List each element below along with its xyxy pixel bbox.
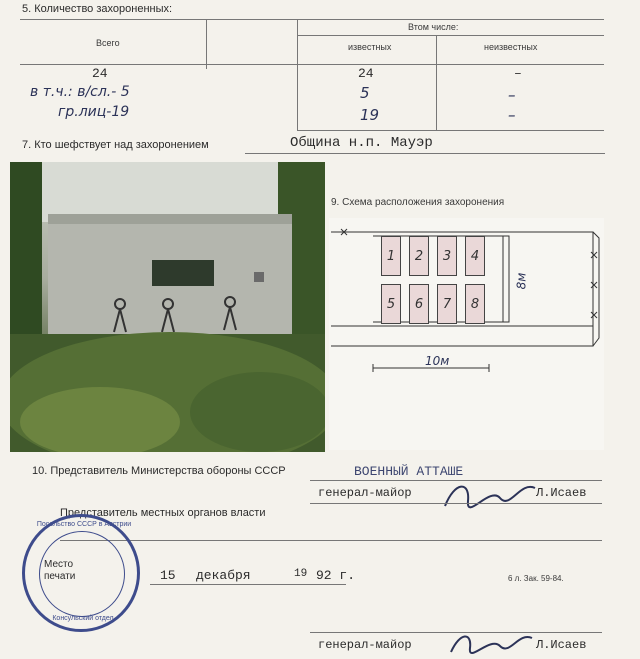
local-line bbox=[60, 540, 602, 541]
seal-label: печати bbox=[44, 571, 76, 582]
signature-line bbox=[310, 503, 602, 504]
attache-stamp: ВОЕННЫЙ АТТАШЕ bbox=[354, 464, 464, 479]
date-year: 92 г. bbox=[316, 568, 356, 583]
grave-2: 2 bbox=[409, 236, 429, 276]
grave-5: 5 bbox=[381, 284, 401, 324]
hand-known-civilians: 19 bbox=[360, 106, 380, 124]
officer-name-bottom: Л.Исаев bbox=[536, 638, 587, 652]
table-subheader-line bbox=[297, 35, 604, 36]
section5-title: 5. Количество захороненных: bbox=[22, 3, 173, 15]
ref-number: 6 л. Зак. 59-84. bbox=[508, 574, 564, 583]
grave-7: 7 bbox=[437, 284, 457, 324]
section7-underline bbox=[245, 153, 605, 154]
burial-scheme bbox=[329, 218, 604, 450]
hand-note-military: в т.ч.: в/сл.- 5 bbox=[30, 84, 130, 100]
date-underline bbox=[150, 584, 346, 585]
table-divider bbox=[206, 19, 207, 69]
place-label: Место bbox=[44, 559, 74, 570]
grave-6: 6 bbox=[409, 284, 429, 324]
hand-dash-2: – bbox=[508, 106, 516, 124]
rank: генерал-майор bbox=[318, 486, 412, 500]
rank-bottom: генерал-майор bbox=[318, 638, 412, 652]
grave-4: 4 bbox=[465, 236, 485, 276]
table-top-border bbox=[20, 19, 604, 20]
officer-name: Л.Исаев bbox=[536, 486, 587, 500]
scheme-height-label: 8м bbox=[514, 272, 529, 290]
table-header-bottom bbox=[20, 64, 604, 65]
signature-icon bbox=[440, 476, 540, 516]
date-year-prefix: 19 bbox=[294, 568, 308, 580]
hand-note-civilians: гр.лиц-19 bbox=[58, 104, 130, 120]
memorial-wall-image bbox=[10, 162, 325, 452]
scheme-width-label: 10м bbox=[425, 354, 450, 368]
grave-8: 8 bbox=[465, 284, 485, 324]
date-day: 15 bbox=[160, 568, 176, 583]
hand-known-military: 5 bbox=[360, 84, 370, 102]
table-divider bbox=[436, 36, 437, 130]
unknown-count: – bbox=[514, 66, 522, 81]
grave-3: 3 bbox=[437, 236, 457, 276]
memorial-photo bbox=[10, 162, 325, 452]
col-unknown-header: неизвестных bbox=[484, 42, 538, 52]
grave-1: 1 bbox=[381, 236, 401, 276]
local-authority-label: Представитель местных органов власти bbox=[60, 507, 266, 519]
date-month: декабря bbox=[196, 568, 251, 583]
signature-bottom-icon bbox=[446, 628, 536, 658]
col-including-header: Втом числе: bbox=[408, 22, 459, 32]
seal-inner-text: Консульский отдел bbox=[52, 615, 114, 622]
section9-label: 9. Схема расположения захоронения bbox=[331, 197, 505, 208]
seal-outer-text: Посольство СССР в Австрии bbox=[36, 521, 132, 528]
consulate-seal bbox=[22, 514, 140, 632]
total-count: 24 bbox=[92, 66, 108, 81]
section7-value: Община н.п. Мауэр bbox=[290, 135, 433, 151]
hand-dash-1: – bbox=[508, 86, 516, 104]
col-known-header: известных bbox=[348, 42, 392, 52]
known-count: 24 bbox=[358, 66, 374, 81]
table-bottom-line bbox=[297, 130, 604, 131]
col-total-header: Всего bbox=[96, 38, 120, 48]
section10-label: 10. Представитель Министерства обороны СССР bbox=[32, 465, 286, 477]
section7-label: 7. Кто шефствует над захоронением bbox=[22, 139, 209, 151]
